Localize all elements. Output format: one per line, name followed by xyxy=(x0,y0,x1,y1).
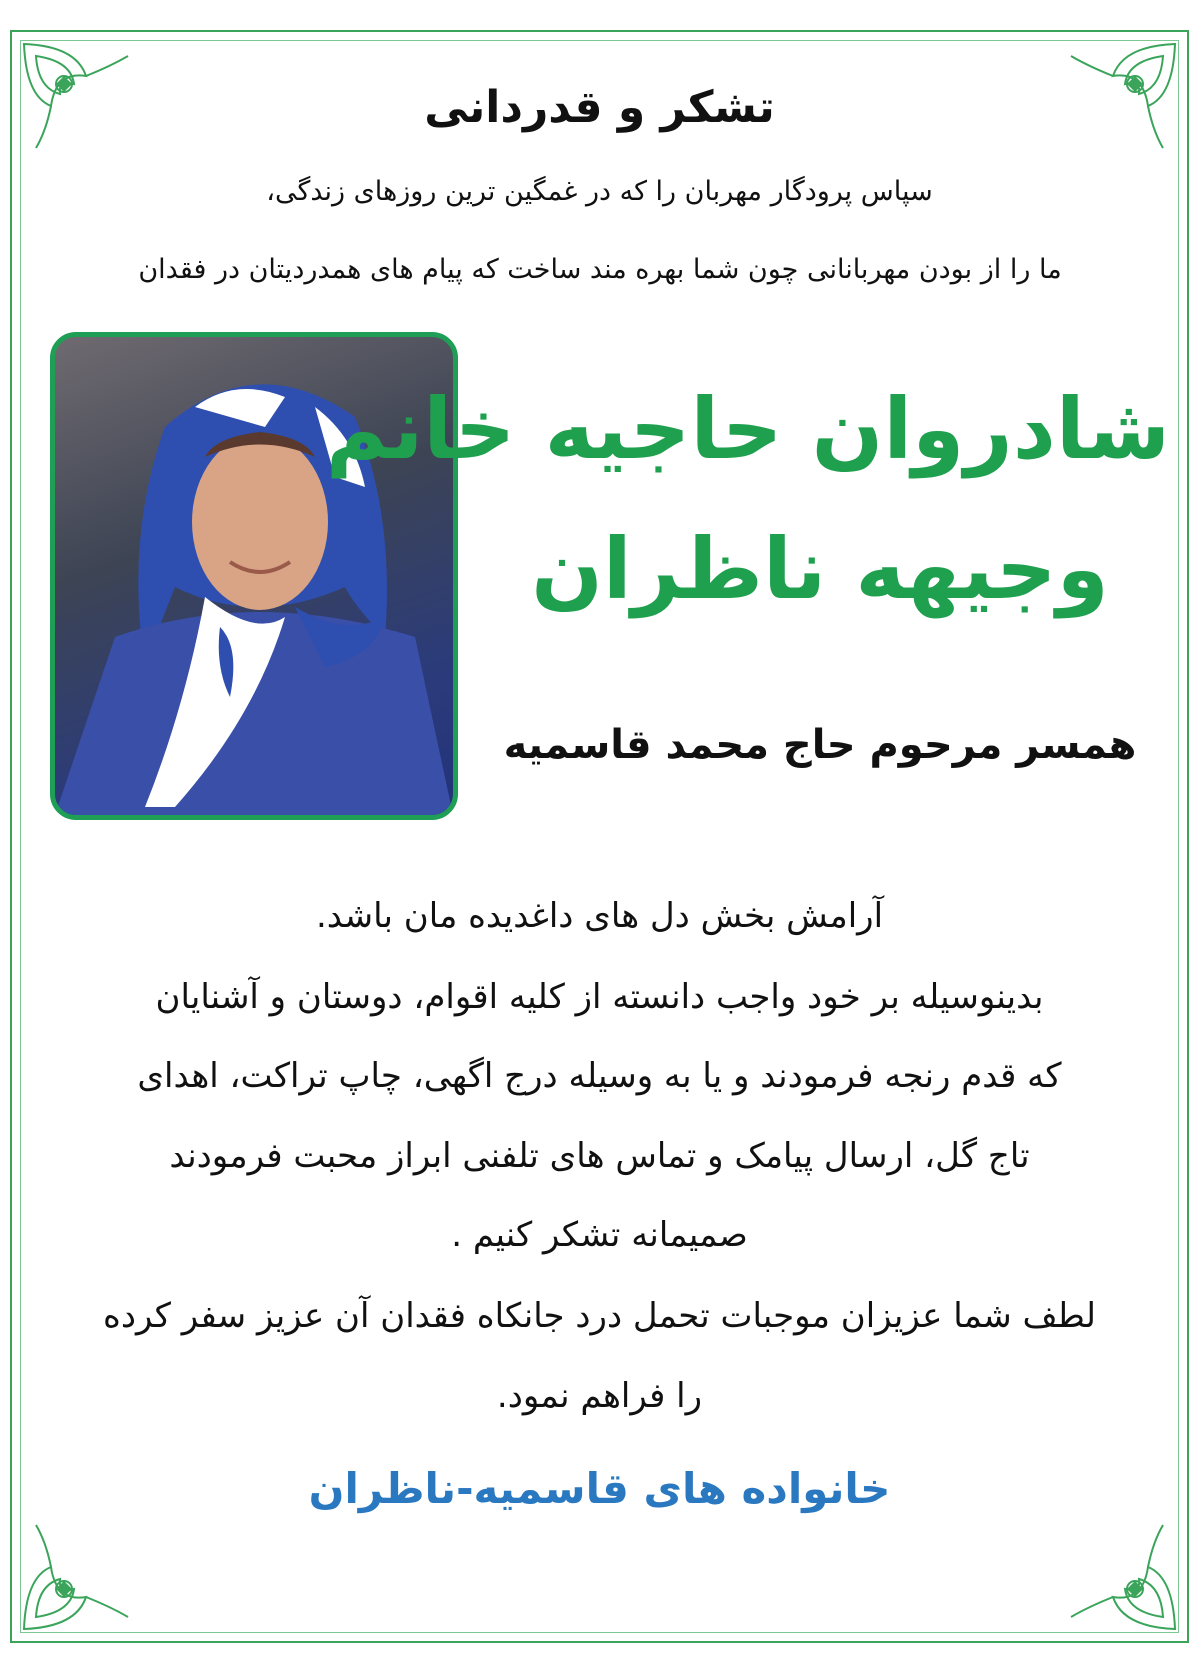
body-text-line: لطف شما عزیزان موجبات تحمل درد جانکاه فقدان آن عزیز سفر کرده xyxy=(103,1296,1096,1336)
body-text-line: را فراهم نمود. xyxy=(496,1376,703,1416)
body-text-line: تاج گل، ارسال پیامک و تماس های تلفنی ابراز محبت فرمودند xyxy=(169,1136,1030,1176)
body-text-line: که قدم رنجه فرمودند و یا به وسیله درج اگهی، چاپ تراکت، اهدای xyxy=(137,1056,1062,1096)
deceased-name: شادروان حاجیه خانم xyxy=(325,380,1170,478)
body-text-line: صمیمانه تشکر کنیم . xyxy=(451,1215,748,1255)
page-title: تشکر و قدردانی xyxy=(424,82,775,133)
body-text-line: بدینوسیله بر خود واجب دانسته از کلیه اقوام، دوستان و آشنایان xyxy=(155,977,1044,1017)
family-signature: خانواده های قاسمیه-ناظران xyxy=(308,1464,891,1513)
intro-line: سپاس پرودگار مهربان را که در غمگین ترین روزهای زندگی، xyxy=(266,176,933,207)
corner-ornament-icon xyxy=(16,1517,136,1637)
intro-line: ما را از بودن مهربانانی چون شما بهره مند ساخت که پیام های همدردیتان در فقدان xyxy=(138,254,1062,285)
deceased-name: وجیهه ناظران xyxy=(531,520,1109,618)
corner-ornament-icon xyxy=(1063,1517,1183,1637)
spouse-line: همسر مرحوم حاج محمد قاسمیه xyxy=(503,722,1137,768)
body-text-line: آرامش بخش دل های داغدیده مان باشد. xyxy=(315,896,884,936)
